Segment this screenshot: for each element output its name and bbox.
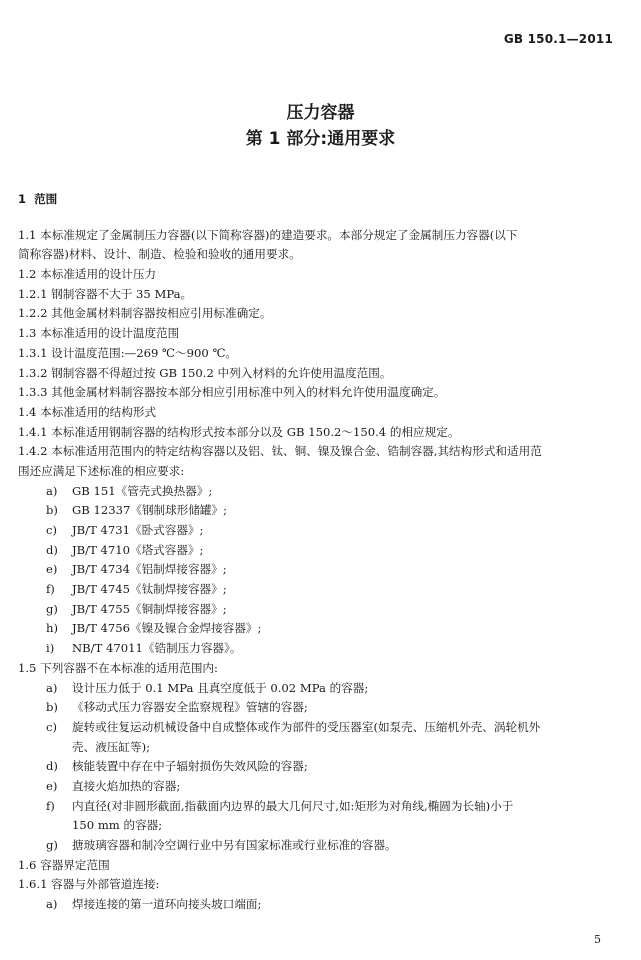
list-item bbox=[18, 757, 619, 777]
list-item bbox=[18, 836, 619, 856]
list-marker: f) bbox=[46, 582, 55, 597]
page-number: 5 bbox=[594, 933, 601, 946]
list-text: 《移动式压力容器安全监察规程》管辖的容器; bbox=[72, 700, 308, 715]
list-text: JB/T 4755《铜制焊接容器》; bbox=[72, 601, 227, 616]
list-marker: c) bbox=[46, 523, 58, 537]
list-item bbox=[18, 541, 619, 561]
list-item bbox=[18, 895, 619, 915]
list-item bbox=[18, 777, 619, 797]
document-body bbox=[18, 190, 619, 915]
list-text: JB/T 4734《铝制焊接容器》; bbox=[72, 562, 227, 577]
clause-1-6: 1.6 容器界定范围 bbox=[18, 857, 110, 872]
list-marker: c) bbox=[46, 719, 58, 734]
standard-code: GB 150.1—2011 bbox=[503, 32, 613, 46]
list-marker: h) bbox=[46, 621, 58, 636]
list-marker: e) bbox=[46, 778, 58, 793]
list-marker: a) bbox=[46, 680, 58, 695]
clause-1-2-2: 1.2.2 其他金属材料制容器按相应引用标准确定。 bbox=[18, 306, 272, 321]
list-text: 直接火焰加热的容器; bbox=[72, 778, 181, 793]
list-text: 核能装置中存在中子辐射损伤失效风险的容器; bbox=[72, 759, 308, 774]
list-marker: g) bbox=[46, 601, 58, 616]
clause-1-3-3: 1.3.3 其他金属材料制容器按本部分相应引用标准中列入的材料允许使用温度确定。 bbox=[18, 385, 446, 400]
clause-1-6-1: 1.6.1 容器与外部管道连接: bbox=[18, 877, 160, 892]
list-marker: a) bbox=[46, 483, 58, 498]
list-marker: d) bbox=[46, 759, 58, 774]
clause-1-1: 1.1 本标准规定了金属制压力容器(以下简称容器)的建造要求。本部分规定了金属制压力容器(以下 bbox=[18, 227, 518, 242]
clause-1-5: 1.5 下列容器不在本标准的适用范围内: bbox=[18, 660, 218, 675]
list-text: NB/T 47011《锆制压力容器》。 bbox=[72, 641, 242, 656]
list-item bbox=[18, 600, 619, 620]
clause-1-2: 1.2 本标准适用的设计压力 bbox=[18, 267, 157, 282]
document-title: 压力容器 bbox=[286, 103, 355, 123]
list-item-cont: 壳、液压缸等); bbox=[72, 739, 150, 754]
list-marker: e) bbox=[46, 562, 58, 577]
list-item-cont: 150 mm 的容器; bbox=[72, 818, 163, 833]
clause-1-4-2: 1.4.2 本标准适用范围内的特定结构容器以及铝、钛、铜、镍及镍合金、锆制容器,其结构形式和适用范 bbox=[18, 444, 542, 459]
clause-1-3-2: 1.3.2 钢制容器不得超过按 GB 150.2 中列入材料的允许使用温度范围。 bbox=[18, 365, 392, 380]
clause-1-3-1: 1.3.1 设计温度范围:—269 ℃～900 ℃。 bbox=[18, 345, 238, 360]
list-item bbox=[18, 639, 619, 659]
clause-1-2-1: 1.2.1 钢制容器不大于 35 MPa。 bbox=[18, 286, 193, 301]
clause-1-1-cont: 简称容器)材料、设计、制造、检验和验收的通用要求。 bbox=[18, 247, 301, 262]
section-heading-scope bbox=[18, 190, 619, 210]
list-text: 内直径(对非圆形截面,指截面内边界的最大几何尺寸,如:矩形为对角线,椭圆为长轴)小于 bbox=[72, 798, 514, 813]
list-text: GB 151《管壳式换热器》; bbox=[72, 483, 213, 498]
list-item bbox=[18, 580, 619, 600]
list-item bbox=[18, 521, 619, 541]
list-marker: d) bbox=[46, 542, 58, 557]
list-text: 焊接连接的第一道环向接头坡口端面; bbox=[72, 897, 262, 912]
list-marker: a) bbox=[46, 897, 58, 912]
list-item bbox=[18, 482, 619, 502]
list-text: JB/T 4710《塔式容器》; bbox=[72, 542, 204, 557]
list-item bbox=[18, 698, 619, 718]
list-text: GB 12337《钢制球形储罐》; bbox=[72, 503, 228, 518]
list-text: 旋转或往复运动机械设备中自成整体或作为部件的受压器室(如泵壳、压缩机外壳、涡轮机外 bbox=[72, 719, 541, 734]
clause-1-4-2-cont: 围还应满足下述标准的相应要求: bbox=[18, 463, 185, 478]
list-marker: b) bbox=[46, 700, 58, 715]
section-number: 1 bbox=[18, 192, 27, 206]
list-item bbox=[18, 679, 619, 699]
clause-1-4-1: 1.4.1 本标准适用钢制容器的结构形式按本部分以及 GB 150.2～150.4 的相应规定。 bbox=[18, 424, 460, 439]
list-marker: b) bbox=[46, 503, 58, 518]
list-item bbox=[18, 718, 619, 738]
list-marker: f) bbox=[46, 798, 55, 813]
clause-1-3: 1.3 本标准适用的设计温度范围 bbox=[18, 326, 180, 341]
list-text: 搪玻璃容器和制冷空调行业中另有国家标准或行业标准的容器。 bbox=[72, 838, 397, 852]
clause-1-4: 1.4 本标准适用的结构形式 bbox=[18, 404, 157, 419]
list-item bbox=[18, 619, 619, 639]
list-text: 设计压力低于 0.1 MPa 且真空度低于 0.02 MPa 的容器; bbox=[72, 680, 369, 695]
section-label: 范围 bbox=[34, 192, 58, 206]
list-text: JB/T 4745《钛制焊接容器》; bbox=[72, 582, 227, 597]
document-subtitle: 第 1 部分:通用要求 bbox=[245, 129, 396, 149]
list-text: JB/T 4756《镍及镍合金焊接容器》; bbox=[72, 621, 262, 636]
list-item bbox=[18, 501, 619, 521]
list-item bbox=[18, 797, 619, 817]
list-item bbox=[18, 560, 619, 580]
list-marker: g) bbox=[46, 838, 58, 852]
list-marker: i) bbox=[46, 641, 55, 656]
list-text: JB/T 4731《卧式容器》; bbox=[72, 523, 204, 537]
